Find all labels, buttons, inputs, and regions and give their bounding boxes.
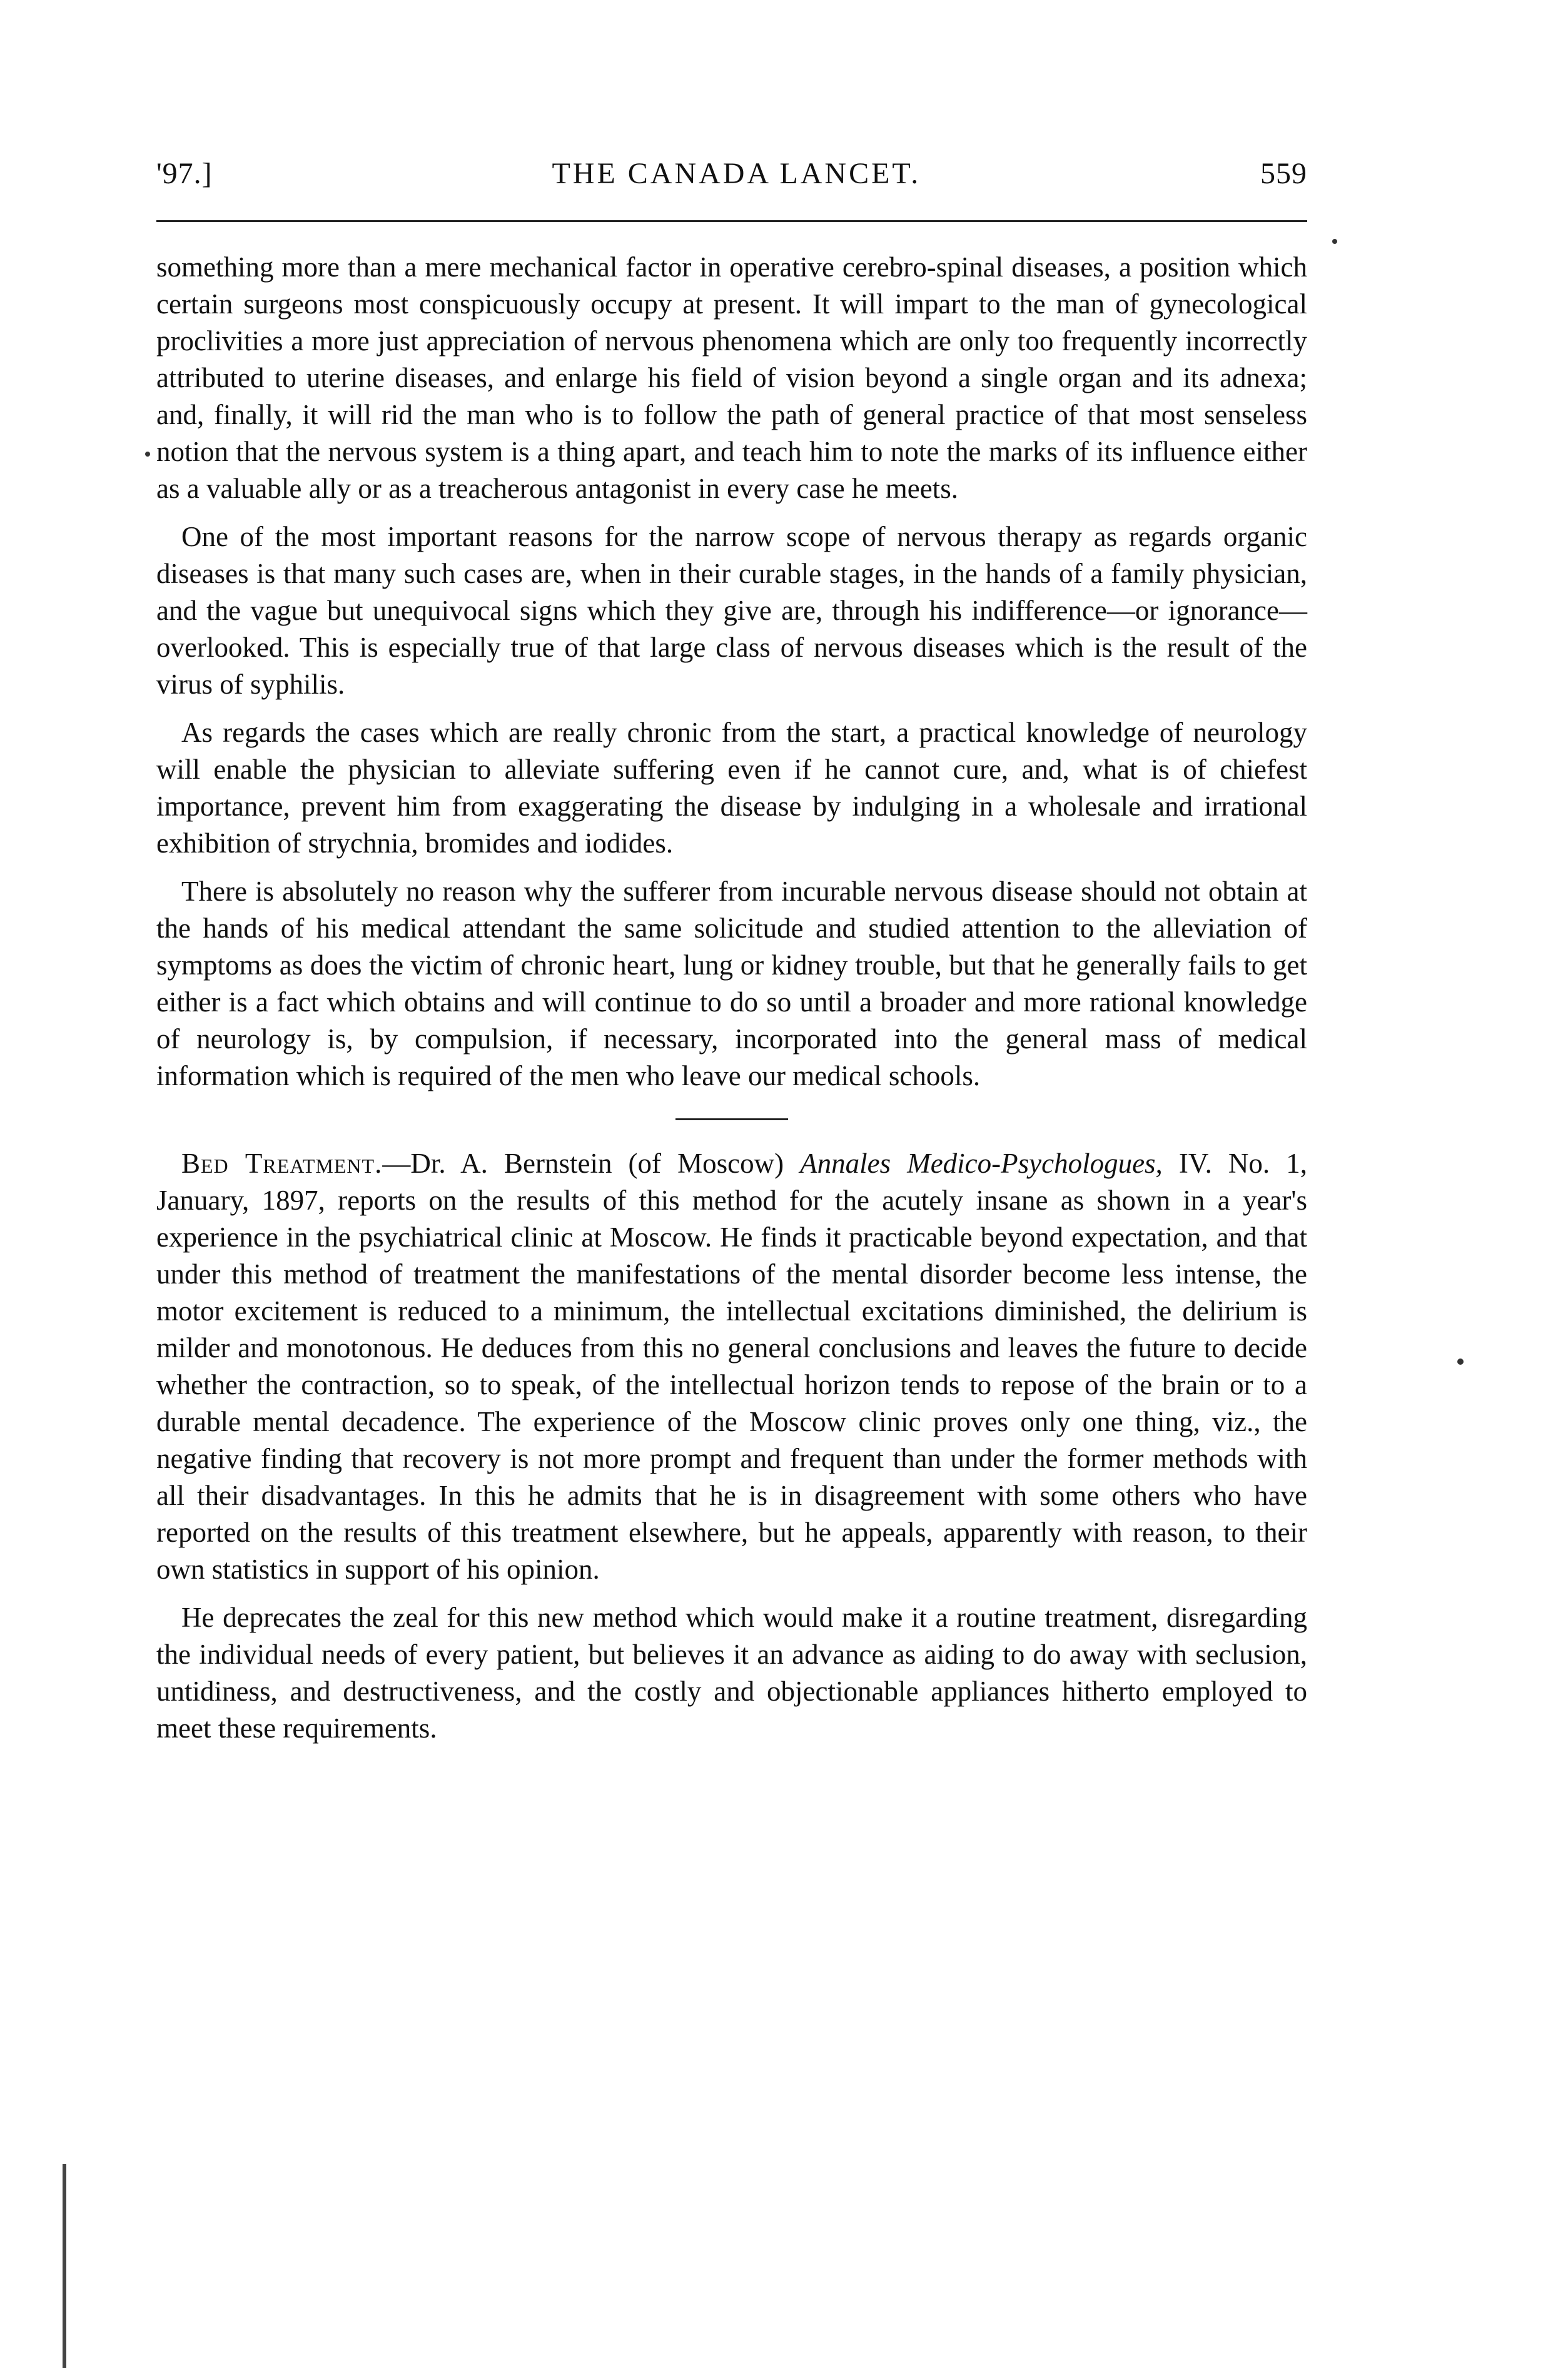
- article1-paragraph-2: One of the most important reasons for the narrow scope of nervous therapy as regards organic diseases is that many such cases are, when in their curable stages, in the hands of a family physician, and the vague but unequivocal signs which they give are, through his indifference—or ignorance—overlooked. This is especially true of that large class of nervous diseases which is the result of the virus of syphilis.: [156, 521, 1307, 700]
- section-divider-rule: [675, 1118, 788, 1120]
- header-page-number: 559: [1260, 157, 1307, 190]
- article2-journal-citation: Annales Medico-Psychologues,: [800, 1148, 1163, 1179]
- article2-paragraph-2: He deprecates the zeal for this new method which would make it a routine treatment, disregarding the individual needs of every patient, but believes it an advance as aiding to do away with seclusion, untidiness, and destructiveness, and the costly and objectionable appliances hitherto employed to meet these requirements.: [156, 1602, 1307, 1744]
- article2-paragraph-1: [156, 1145, 1307, 1588]
- article2-lead: —Dr. A. Bernstein (of Moscow): [382, 1148, 801, 1179]
- margin-speck: [1457, 1359, 1464, 1365]
- article1-paragraph-4: There is absolutely no reason why the sufferer from incurable nervous disease should not obtain at the hands of his medical attendant the same solicitude and studied attention to the alleviation of symptoms as does the victim of chronic heart, lung or kidney trouble, but that he generally fails to get either is a fact which obtains and will continue to do so until a broader and more rational knowledge of neurology is, by compulsion, if necessary, incorporated into the general mass of medical information which is required of the men who leave our medical schools.: [156, 876, 1307, 1091]
- margin-speck: [145, 452, 150, 457]
- margin-speck: [1332, 239, 1337, 244]
- body-text: [156, 249, 1307, 1758]
- article2-paragraph-1-text: IV. No. 1, January, 1897, reports on the results of this method for the acutely insane as shown in a year's experience in the psychiatrical clinic at Moscow. He finds it practicable beyond expectation, and that under this method of treatment the manifestations of the mental disorder become less intense, the motor excitement is reduced to a minimum, the intellectual excitations diminished, the delirium is milder and monotonous. He deduces from this no general conclusions and leaves the future to decide whether the contraction, so to speak, of the intellectual horizon tends to repose of the brain or to a durable mental decadence. The experience of the Moscow clinic proves only one thing, viz., the negative finding that recovery is not more prompt and frequent than under the former methods with all their disadvantages. In this he admits that he is in disagreement with some others who have reported on the results of this treatment elsewhere, but he appeals, apparently with reason, to their own statistics in support of his opinion.: [156, 1148, 1307, 1585]
- article1-paragraph-1: something more than a mere mechanical factor in operative cerebro-spinal diseases, a position which certain surgeons most conspicuously occupy at present. It will impart to the man of gynecological proclivities a more just appreciation of nervous phenomena which are only too frequently incorrectly attributed to uterine diseases, and enlarge his field of vision beyond a single organ and its adnexa; and, finally, it will rid the man who is to follow the path of general practice of that most senseless notion that the nervous system is a thing apart, and teach him to note the marks of its influence either as a valuable ally or as a treacherous antagonist in every case he meets.: [156, 251, 1307, 504]
- header-volume-year: '97.]: [156, 157, 213, 190]
- binding-edge-mark: [63, 2164, 66, 2368]
- header-journal-title: THE CANADA LANCET.: [552, 157, 921, 190]
- running-head: [156, 156, 1307, 200]
- article1-paragraph-3: As regards the cases which are really chronic from the start, a practical knowledge of neurology will enable the physician to alleviate suffering even if he cannot cure, and, what is of chiefest importance, prevent him from exaggerating the disease by indulging in a wholesale and irrational exhibition of strychnia, bromides and iodides.: [156, 717, 1307, 859]
- article2-heading: Bed Treatment.: [181, 1148, 383, 1179]
- header-rule: [156, 220, 1307, 222]
